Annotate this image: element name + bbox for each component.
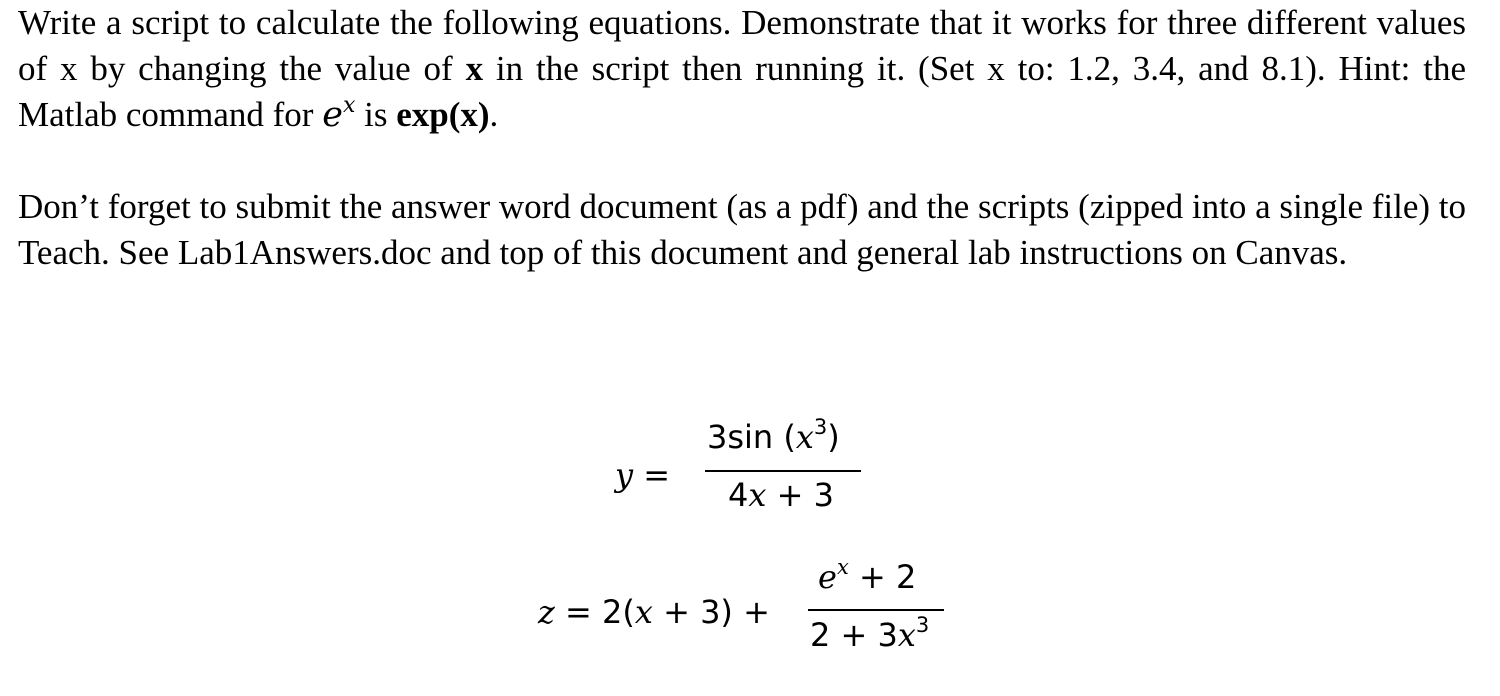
denominator-exponent: 3 [915, 613, 930, 637]
denominator-x: x [748, 476, 767, 514]
numerator-sin: 3sin ( [707, 418, 796, 456]
lhs-rest: + 3) + [652, 593, 770, 631]
inline-math-e: e [322, 95, 343, 135]
instructions-text-end: . [489, 95, 499, 134]
lhs-x: x [634, 593, 653, 631]
var-z: z [538, 593, 555, 631]
equation-z [538, 555, 958, 668]
numerator-plus-two: + 2 [848, 558, 917, 596]
numerator-exponent-x: x [836, 555, 849, 579]
var-y: y [615, 456, 634, 494]
equation-z-lhs [538, 593, 770, 631]
numerator-exponent: 3 [813, 415, 828, 439]
submission-paragraph: Don’t forget to submit the answer word document (as a pdf) and the scripts (zipped into a single file) to Teach. See Lab1Answers.doc and top of this document and general lab instructions on Canvas. [18, 187, 1466, 272]
equation-y [615, 415, 875, 528]
bold-exp-command: exp(x) [396, 95, 490, 134]
fraction-bar [705, 470, 861, 472]
denominator-x: x [897, 616, 916, 654]
inline-math-exponent-x: x [342, 93, 356, 118]
denominator-rest: + 3 [766, 476, 834, 514]
equation-z-numerator [818, 555, 917, 596]
numerator-e: e [818, 558, 837, 596]
numerator-close-paren: ) [827, 418, 840, 456]
numerator-x: x [795, 418, 814, 456]
instructions-text-part3: is [355, 95, 397, 134]
instructions-paragraph [18, 0, 1466, 138]
instructions-text-part2: in the script then running it. (Set x to: 1.2, 3.4, and 8.1). Hint: the Matlab command for [18, 49, 1467, 134]
equation-z-denominator [810, 613, 930, 654]
equation-y-lhs [615, 456, 670, 494]
equation-y-numerator [707, 415, 840, 456]
equation-y-denominator [728, 476, 834, 514]
denominator-start: 2 + 3 [810, 616, 898, 654]
equals-two-paren: = 2( [554, 593, 635, 631]
bold-x: x [465, 49, 484, 88]
fraction-bar [808, 609, 944, 611]
denominator-coef: 4 [728, 476, 749, 514]
equals-sign: = [633, 456, 671, 494]
instructions-text-part1: Write a script to calculate the following equations. Demonstrate that it works for three different values of x by changing the value of [18, 3, 1466, 88]
